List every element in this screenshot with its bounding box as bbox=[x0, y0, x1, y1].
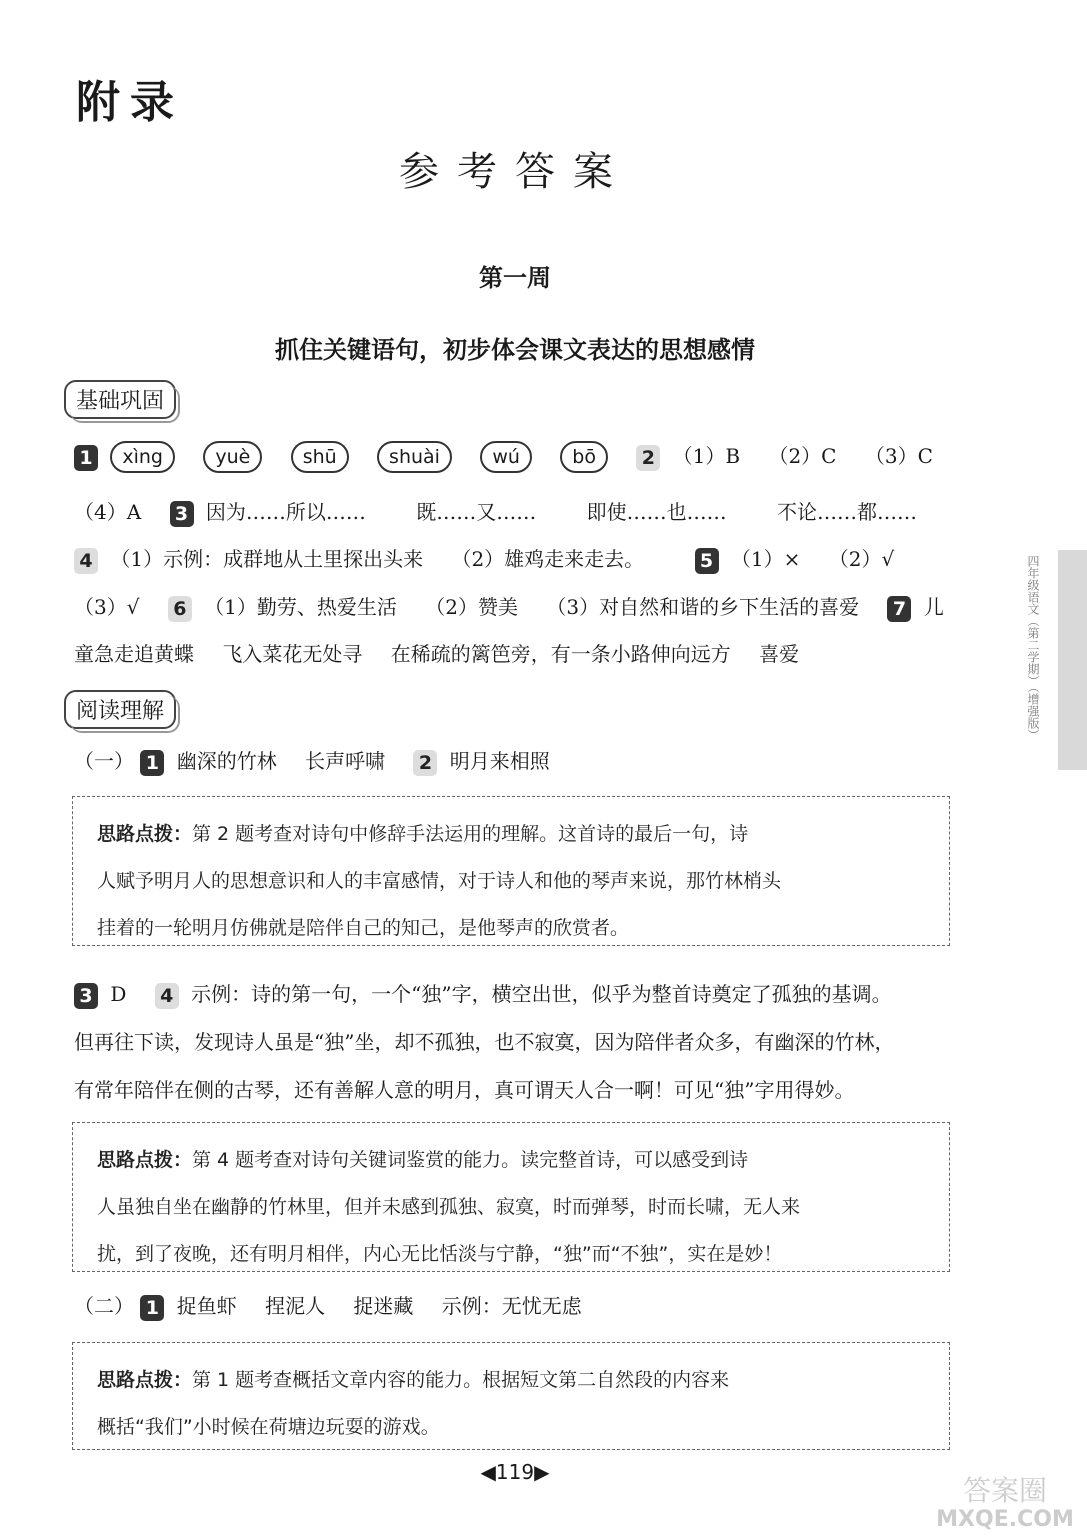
hint-label: 思路点拨： bbox=[97, 1369, 193, 1391]
reading-1-q3-q4 bbox=[74, 970, 894, 1114]
hint-text: 第 4 题考查对诗句关键词鉴赏的能力。读完整首诗，可以感受到诗 bbox=[192, 1149, 749, 1171]
reading-label: （一） bbox=[74, 749, 134, 773]
reading-label: （二） bbox=[74, 1294, 134, 1318]
side-tab bbox=[1058, 550, 1087, 770]
answer-text: 在稀疏的篱笆旁，有一条小路伸向远方 bbox=[390, 642, 731, 666]
question-number: 7 bbox=[887, 596, 911, 622]
answer-text: （3）对自然和谐的乡下生活的喜爱 bbox=[546, 595, 860, 619]
answer-text: （2）√ bbox=[828, 547, 895, 571]
answer-text: 有常年陪伴在侧的古琴，还有善解人意的明月，真可谓天人合一啊！可见“独”字用得妙。 bbox=[74, 1078, 855, 1102]
question-number: 2 bbox=[413, 750, 437, 776]
answer-text: 即使……也…… bbox=[586, 500, 727, 524]
answer-text: 不论……都…… bbox=[776, 500, 917, 524]
answer-text: D bbox=[110, 982, 127, 1006]
answer-text: 长声呼啸 bbox=[305, 749, 386, 773]
answer-text: 明月来相照 bbox=[449, 749, 550, 773]
hint-box-3 bbox=[72, 1342, 950, 1450]
question-number: 6 bbox=[168, 596, 192, 622]
answer-text: （2）赞美 bbox=[425, 595, 519, 619]
answer-text: 捉鱼虾 bbox=[176, 1294, 237, 1318]
pinyin-answer: bō bbox=[560, 441, 608, 473]
answer-text: 童急走追黄蝶 bbox=[74, 642, 194, 666]
answer-text: （1）勤劳、热爱生活 bbox=[204, 595, 397, 619]
question-number: 1 bbox=[74, 445, 98, 471]
question-number: 4 bbox=[74, 548, 98, 574]
hint-box-2 bbox=[72, 1122, 950, 1272]
week-heading: 第一周 bbox=[479, 263, 551, 292]
hint-text: 第 1 题考查概括文章内容的能力。根据短文第二自然段的内容来 bbox=[192, 1369, 730, 1391]
answer-line-3 bbox=[74, 543, 894, 574]
watermark-logo bbox=[930, 1470, 1080, 1530]
answer-text: （1）× bbox=[730, 547, 801, 571]
answer-text: （2）C bbox=[768, 444, 837, 468]
pinyin-answer: wú bbox=[480, 441, 532, 473]
section-basic: 基础巩固 bbox=[64, 380, 176, 419]
hint-text: 人虽独自坐在幽静的竹林里，但并未感到孤独、寂寞，时而弹琴，时而长啸，无人来 bbox=[97, 1196, 801, 1218]
answer-line-4 bbox=[74, 591, 944, 622]
question-number: 1 bbox=[140, 1295, 164, 1321]
section-reading: 阅读理解 bbox=[64, 690, 176, 729]
answer-text: 飞入菜花无处寻 bbox=[222, 642, 363, 666]
answer-text: 示例：无忧无虑 bbox=[441, 1294, 582, 1318]
side-book-title: 四年级语文（第二学期）（增强版） bbox=[1026, 555, 1040, 741]
question-number: 2 bbox=[636, 445, 660, 471]
lesson-subtitle: 抓住关键语句，初步体会课文表达的思想感情 bbox=[275, 335, 755, 364]
question-number: 3 bbox=[170, 501, 194, 527]
answer-text: 捏泥人 bbox=[265, 1294, 326, 1318]
page-number: ◀119▶ bbox=[480, 1460, 550, 1484]
watermark-url: MXQE.COM bbox=[936, 1507, 1074, 1530]
answer-text: 但再往下读，发现诗人虽是“独”坐，却不孤独，也不寂寞，因为陪伴者众多，有幽深的竹林， bbox=[74, 1030, 895, 1054]
hint-label: 思路点拨： bbox=[97, 1149, 193, 1171]
question-number: 1 bbox=[140, 750, 164, 776]
reading-2-line bbox=[74, 1290, 582, 1321]
answer-text: 因为……所以…… bbox=[205, 500, 366, 524]
hint-label: 思路点拨： bbox=[97, 823, 193, 845]
watermark-brand: 答案圈 bbox=[962, 1474, 1048, 1507]
hint-text: 扰，到了夜晚，还有明月相伴，内心无比恬淡与宁静，“独”而“不独”，实在是妙！ bbox=[97, 1243, 783, 1265]
pinyin-answer: xìng bbox=[110, 441, 175, 473]
hint-box-1 bbox=[72, 796, 950, 946]
pinyin-answer: shuài bbox=[377, 441, 452, 473]
answer-text: 喜爱 bbox=[759, 642, 800, 666]
hint-text: 挂着的一轮明月仿佛就是陪伴自己的知己，是他琴声的欣赏者。 bbox=[97, 917, 630, 939]
question-number: 4 bbox=[155, 983, 179, 1009]
pinyin-answer: shū bbox=[291, 441, 349, 473]
answer-text: （4）A bbox=[74, 500, 142, 524]
answer-text: （1）B bbox=[672, 444, 741, 468]
answer-text: （3）C bbox=[864, 444, 933, 468]
answer-text: 捉迷藏 bbox=[353, 1294, 414, 1318]
answer-text: 示例：诗的第一句，一个“独”字，横空出世，似乎为整首诗奠定了孤独的基调。 bbox=[191, 982, 892, 1006]
answer-text: 儿 bbox=[923, 595, 944, 619]
hint-text: 概括“我们”小时候在荷塘边玩耍的游戏。 bbox=[97, 1416, 440, 1438]
hint-text: 第 2 题考查对诗句中修辞手法运用的理解。这首诗的最后一句，诗 bbox=[192, 823, 749, 845]
answer-text: （2）雄鸡走来走去。 bbox=[451, 547, 645, 571]
question-number: 3 bbox=[74, 983, 98, 1009]
pinyin-answer: yuè bbox=[203, 441, 262, 473]
hint-text: 人赋予明月人的思想意识和人的丰富感情，对于诗人和他的琴声来说，那竹林梢头 bbox=[97, 870, 782, 892]
answer-line-2 bbox=[74, 496, 917, 527]
answer-line-5 bbox=[74, 638, 799, 667]
question-number: 5 bbox=[695, 548, 719, 574]
appendix-heading: 附录 bbox=[76, 77, 184, 128]
answer-text: 幽深的竹林 bbox=[176, 749, 277, 773]
answer-line-1 bbox=[74, 440, 933, 473]
page-title: 参考答案 bbox=[399, 149, 631, 195]
reading-1-line bbox=[74, 745, 550, 776]
answer-text: 既……又…… bbox=[416, 500, 537, 524]
answer-text: （1）示例：成群地从土里探出头来 bbox=[110, 547, 424, 571]
answer-text: （3）√ bbox=[74, 595, 140, 619]
